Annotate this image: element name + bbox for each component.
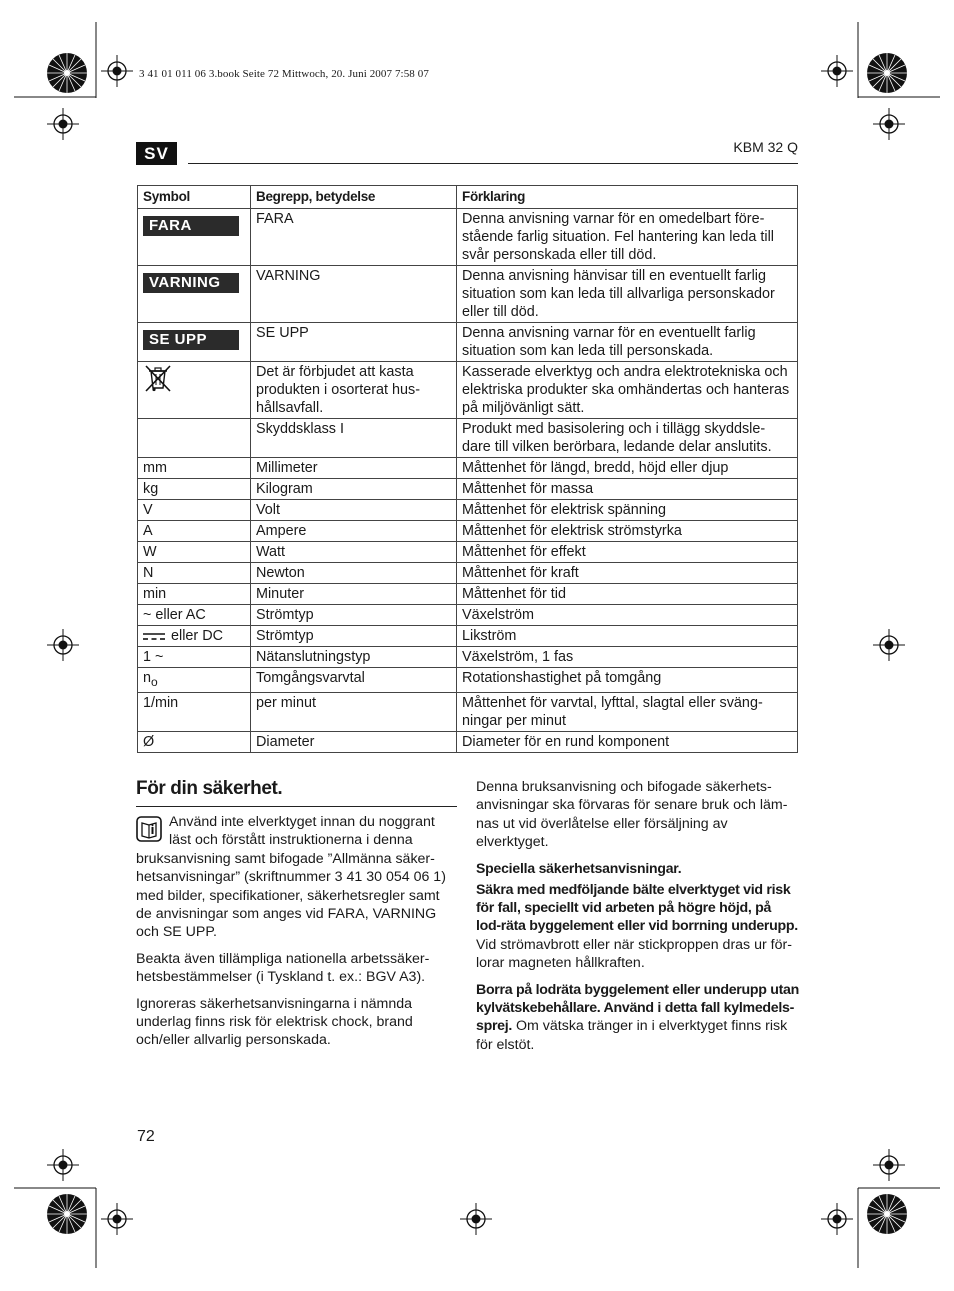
term-cell: Strömtyp — [251, 626, 457, 647]
table-row — [138, 362, 798, 419]
table-row — [138, 479, 798, 500]
header-rule — [188, 163, 798, 164]
registration-mark-icon — [821, 55, 853, 87]
subsection-heading: Speciella säkerhetsanvisningar. — [476, 859, 682, 876]
signal-word-badge: FARA — [143, 216, 239, 236]
signal-word-badge: VARNING — [143, 273, 239, 293]
manual-info-icon — [136, 816, 162, 842]
table-row — [138, 668, 798, 693]
explanation-cell: Produkt med basisolering och i tillägg skyddsle-dare till vilken berörbara, ledande delar anslutits. — [457, 419, 798, 458]
registration-mark-icon — [460, 1203, 492, 1235]
explanation-cell: Kasserade elverktyg och andra elektrotekniska och elektriska produkter ska omhändertas och hanteras på miljövänligt sätt. — [457, 362, 798, 419]
symbol-cell: V — [138, 500, 251, 521]
table-row — [138, 323, 798, 362]
term-cell: Newton — [251, 563, 457, 584]
explanation-cell: Måttenhet för längd, bredd, höjd eller djup — [457, 458, 798, 479]
signal-word-badge: SE UPP — [143, 330, 239, 350]
table-row — [138, 626, 798, 647]
term-cell: Tomgångsvarvtal — [251, 668, 457, 693]
paragraph: Använd inte elverktyget innan du noggrant läst och förstått instruktionerna i denna bruksanvisning samt bifogade ”Allmänna säker-hetsanvisningar” (skriftnummer 3 41 30 054 06 1) med bilder, specifikationer, säkerhetsregler samt de anvisningar som anges vid FARA, VARNING och SE UPP. — [136, 814, 446, 941]
symbol-cell — [138, 626, 251, 647]
table-row — [138, 500, 798, 521]
registration-mark-icon — [101, 1203, 133, 1235]
crossed-out-wheelie-bin-icon — [143, 363, 173, 393]
paragraph: Beakta även tillämpliga nationella arbetssäker-hetsbestämmelser (i Tyskland t. ex.: BGV A3). — [136, 950, 430, 986]
symbol-cell: kg — [138, 479, 251, 500]
symbol-cell: 1 ~ — [138, 647, 251, 668]
explanation-cell: Måttenhet för kraft — [457, 563, 798, 584]
star-target-icon — [47, 1194, 87, 1234]
registration-mark-icon — [821, 1203, 853, 1235]
registration-mark-icon — [47, 108, 79, 140]
term-cell: Kilogram — [251, 479, 457, 500]
explanation-cell: Måttenhet för tid — [457, 584, 798, 605]
table-row — [138, 563, 798, 584]
symbol-text: eller DC — [171, 628, 223, 644]
column-header: Begrepp, betydelse — [251, 186, 457, 209]
table-row — [138, 419, 798, 458]
term-cell: SE UPP — [251, 323, 457, 362]
registration-mark-icon — [101, 55, 133, 87]
term-cell: Det är förbjudet att kasta produkten i osorterat hus-hållsavfall. — [251, 362, 457, 419]
symbol-cell — [138, 209, 251, 266]
symbol-cell: ~ eller AC — [138, 605, 251, 626]
explanation-cell: Denna anvisning varnar för en eventuellt farlig situation som kan leda till personskada. — [457, 323, 798, 362]
star-target-icon — [47, 53, 87, 93]
explanation-cell: Växelström, 1 fas — [457, 647, 798, 668]
term-cell: Volt — [251, 500, 457, 521]
symbol-cell: 1/min — [138, 692, 251, 731]
paragraph: Säkra med medföljande bälte elverktyget vid risk för fall, speciellt vid arbeten på högre höjd, på lod-räta byggelement eller vid borrning underupp. Vid strömavbrott eller när stickproppen dras ur för-lorar magneten hållkraften. — [476, 881, 798, 972]
paragraph: Denna bruksanvisning och bifogade säkerhets-anvisningar ska förvaras för senare bruk och läm-nas ut vid överlåtelse eller försäljning av elverktyget. — [476, 779, 788, 851]
term-cell: Watt — [251, 542, 457, 563]
table-row — [138, 209, 798, 266]
star-target-icon — [867, 53, 907, 93]
symbol-cell — [138, 419, 251, 458]
symbol-cell: A — [138, 521, 251, 542]
table-row — [138, 458, 798, 479]
registration-mark-icon — [873, 1149, 905, 1181]
term-cell: per minut — [251, 692, 457, 731]
registration-mark-icon — [47, 1149, 79, 1181]
term-cell: Ampere — [251, 521, 457, 542]
explanation-cell: Rotationshastighet på tomgång — [457, 668, 798, 693]
column-header: Förklaring — [457, 186, 798, 209]
direct-current-icon — [143, 631, 165, 641]
symbol-cell: mm — [138, 458, 251, 479]
symbol-cell — [138, 323, 251, 362]
symbol-subscript: o — [151, 674, 158, 689]
explanation-cell: Likström — [457, 626, 798, 647]
registration-mark-icon — [47, 629, 79, 661]
term-cell: VARNING — [251, 266, 457, 323]
explanation-cell: Måttenhet för elektrisk spänning — [457, 500, 798, 521]
symbol-cell: N — [138, 563, 251, 584]
term-cell: Diameter — [251, 731, 457, 752]
language-badge: SV — [136, 142, 177, 165]
symbol-table — [137, 185, 798, 753]
table-row — [138, 731, 798, 752]
symbol-cell — [138, 668, 251, 693]
explanation-cell: Måttenhet för massa — [457, 479, 798, 500]
table-row — [138, 692, 798, 731]
term-cell: FARA — [251, 209, 457, 266]
term-cell: Nätanslutningstyp — [251, 647, 457, 668]
model-name: KBM 32 Q — [733, 139, 798, 155]
explanation-cell: Måttenhet för varvtal, lyfttal, slagtal eller sväng-ningar per minut — [457, 692, 798, 731]
term-cell: Minuter — [251, 584, 457, 605]
symbol-cell: Ø — [138, 731, 251, 752]
table-row — [138, 647, 798, 668]
symbol-cell — [138, 362, 251, 419]
safety-left-column — [136, 778, 457, 1058]
table-row — [138, 584, 798, 605]
symbol-cell: W — [138, 542, 251, 563]
table-header-row — [138, 186, 798, 209]
explanation-cell: Växelström — [457, 605, 798, 626]
table-row — [138, 605, 798, 626]
registration-mark-icon — [873, 629, 905, 661]
page-number: 72 — [137, 1128, 155, 1145]
safety-right-column — [476, 778, 799, 1062]
table-row — [138, 521, 798, 542]
explanation-cell: Diameter för en rund komponent — [457, 731, 798, 752]
explanation-cell: Måttenhet för effekt — [457, 542, 798, 563]
paragraph: Borra på lodräta byggelement eller underupp utan kylvätskebehållare. Använd i detta fall kylmedels-sprej. Om vätska tränger in i elverktyget finns risk för elstöt. — [476, 981, 800, 1053]
symbol-cell — [138, 266, 251, 323]
term-cell: Millimeter — [251, 458, 457, 479]
star-target-icon — [867, 1194, 907, 1234]
book-print-info: 3 41 01 011 06 3.book Seite 72 Mittwoch, 20. Juni 2007 7:58 07 — [139, 68, 429, 80]
explanation-cell: Denna anvisning varnar för en omedelbart före-stående farlig situation. Fel hantering kan leda till svår personskada eller till död. — [457, 209, 798, 266]
section-heading: För din säkerhet. — [136, 778, 457, 807]
column-header: Symbol — [138, 186, 251, 209]
registration-mark-icon — [873, 108, 905, 140]
symbol-text: n — [143, 670, 152, 686]
explanation-cell: Måttenhet för elektrisk strömstyrka — [457, 521, 798, 542]
table-row — [138, 266, 798, 323]
symbol-cell: min — [138, 584, 251, 605]
term-cell: Skyddsklass I — [251, 419, 457, 458]
explanation-cell: Denna anvisning hänvisar till en eventuellt farlig situation som kan leda till allvarliga personskador eller till död. — [457, 266, 798, 323]
paragraph: Ignoreras säkerhetsanvisningarna i nämnda underlag finns risk för elektrisk chock, brand och/eller allvarlig personskada. — [136, 995, 413, 1049]
term-cell: Strömtyp — [251, 605, 457, 626]
table-body — [138, 209, 798, 753]
table-row — [138, 542, 798, 563]
